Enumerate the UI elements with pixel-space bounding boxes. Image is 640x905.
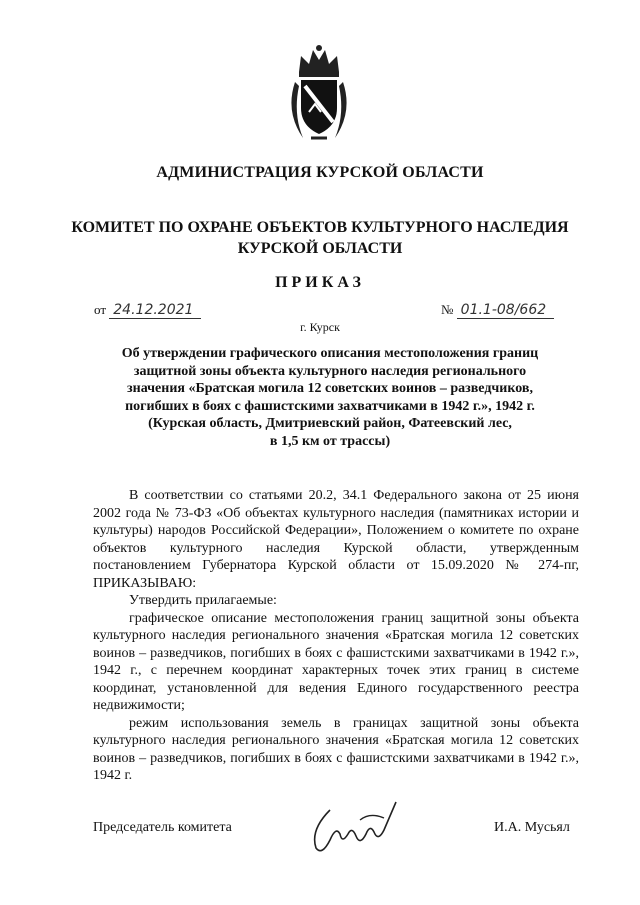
subject-line: (Курская область, Дмитриевский район, Фатеевский лес, (148, 416, 512, 431)
subject-line: значения «Братская могила 12 советских воинов – разведчиков, (127, 381, 533, 396)
coat-of-arms-icon (285, 42, 353, 146)
body-paragraph: В соответствии со статьями 20.2, 34.1 Федерального закона от 25 июня 2002 года № 73-ФЗ «Об объектах культурного наследия (памятниках истории и культуры) народов Российской Федерации», Положением о комитете по охране объектов культурного наследия Курской области, утвержденным постановлением Губернатора Курской области от 15.09.2020 № 274-пг, ПРИКАЗЫВАЮ: (93, 488, 579, 591)
document-body (93, 487, 579, 785)
committee-title-line2: КУРСКОЙ ОБЛАСТИ (237, 240, 403, 257)
body-paragraph: графическое описание местоположения границ защитной зоны объекта культурного наследия регионального значения «Братская могила 12 советских воинов – разведчиков, погибших в боях с фашистскими захватчиками в 1942 г.», 1942 г., с перечнем координат характерных точек этих границ в системе координат, установленной для ведения Единого государственного реестра недвижимости; (93, 610, 579, 713)
number-value: 01.1-08/662 (457, 302, 554, 319)
subject-line: в 1,5 км от трассы) (269, 433, 391, 449)
document-subject (90, 345, 570, 450)
committee-title (0, 217, 640, 259)
date-value: 24.12.2021 (109, 302, 201, 319)
subject-line: погибших в боях с фашистскими захватчиками в 1942 г.», 1942 г. (125, 398, 535, 414)
signatory-name: И.А. Мусьял (494, 820, 570, 835)
date-prefix: от (94, 302, 107, 317)
city: г. Курск (300, 320, 340, 334)
signature-image (300, 790, 410, 860)
committee-title-line1: КОМИТЕТ ПО ОХРАНЕ ОБЪЕКТОВ КУЛЬТУРНОГО НАСЛЕДИЯ (71, 219, 569, 236)
document-date (94, 302, 201, 319)
administration-title: АДМИНИСТРАЦИЯ КУРСКОЙ ОБЛАСТИ (156, 164, 484, 181)
document-number (441, 302, 554, 319)
body-paragraph: Утвердить прилагаемые: (129, 593, 277, 608)
signatory-title: Председатель комитета (93, 820, 232, 835)
number-prefix: № (441, 302, 454, 317)
document-type: ПРИКАЗ (275, 274, 365, 291)
subject-line: Об утверждении графического описания местоположения границ (121, 346, 539, 361)
body-paragraph: режим использования земель в границах защитной зоны объекта культурного наследия регионального значения «Братская могила 12 советских воинов – разведчиков, погибших в боях с фашистскими захватчиками в 1942 г.», 1942 г. (93, 715, 579, 783)
subject-line: защитной зоны объекта культурного наследия регионального (133, 363, 527, 379)
